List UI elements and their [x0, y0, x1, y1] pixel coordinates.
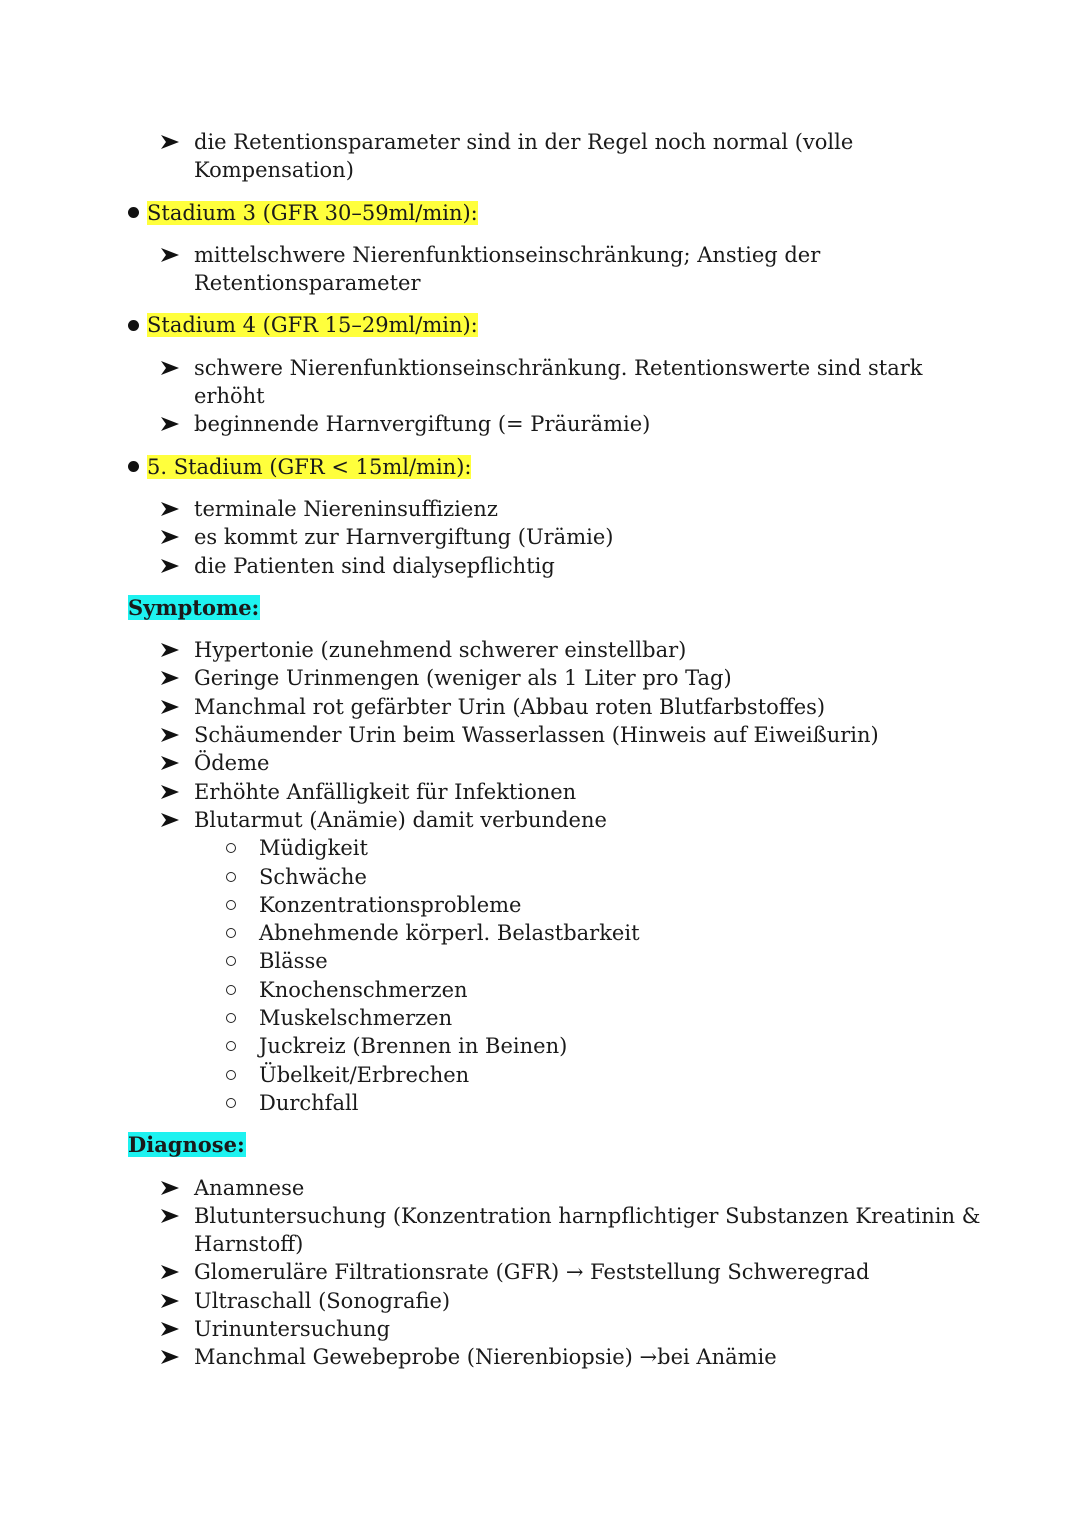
bullet-dot-icon — [128, 199, 139, 227]
circle-bullet-icon — [226, 919, 240, 947]
arrowhead-bullet-icon — [160, 806, 184, 834]
sub-list-item: Knochenschmerzen — [0, 976, 1080, 1004]
sub-list-item: Muskelschmerzen — [0, 1004, 1080, 1032]
circle-bullet-icon — [226, 976, 240, 1004]
stage-heading: Stadium 4 (GFR 15–29ml/min): — [0, 311, 1080, 339]
sub-list-item: Schwäche — [0, 863, 1080, 891]
stage-heading: Stadium 3 (GFR 30–59ml/min): — [0, 199, 1080, 227]
list-item: die Patienten sind dialysepflichtig — [0, 552, 1080, 580]
list-item: Manchmal Gewebeprobe (Nierenbiopsie) →bei Anämie — [0, 1343, 1080, 1371]
list-item: Blutuntersuchung (Konzentration harnpflichtiger Substanzen Kreatinin & — [0, 1202, 1080, 1230]
sub-list-item: Abnehmende körperl. Belastbarkeit — [0, 919, 1080, 947]
list-item: es kommt zur Harnvergiftung (Urämie) — [0, 523, 1080, 551]
list-item: schwere Nierenfunktionseinschränkung. Retentionswerte sind stark — [0, 354, 1080, 382]
list-item-continuation: Retentionsparameter — [194, 271, 421, 296]
section-heading-symptome: Symptome: — [128, 594, 260, 620]
list-item: Anamnese — [0, 1174, 1080, 1202]
sub-list-item: Blässe — [0, 947, 1080, 975]
list-item: Urinuntersuchung — [0, 1315, 1080, 1343]
list-item-continuation: Harnstoff) — [194, 1232, 304, 1257]
arrowhead-bullet-icon — [160, 664, 184, 692]
list-item: terminale Niereninsuffizienz — [0, 495, 1080, 523]
arrowhead-bullet-icon — [160, 128, 184, 156]
arrowhead-bullet-icon — [160, 1343, 184, 1371]
circle-bullet-icon — [226, 1004, 240, 1032]
arrowhead-bullet-icon — [160, 495, 184, 523]
list-item: mittelschwere Nierenfunktionseinschränkung; Anstieg der — [0, 241, 1080, 269]
list-item: Glomeruläre Filtrationsrate (GFR) → Feststellung Schweregrad — [0, 1258, 1080, 1286]
arrowhead-bullet-icon — [160, 721, 184, 749]
list-item: Ödeme — [0, 749, 1080, 777]
sub-list-item: Juckreiz (Brennen in Beinen) — [0, 1032, 1080, 1060]
sub-list-item: Konzentrationsprobleme — [0, 891, 1080, 919]
list-item: Blutarmut (Anämie) damit verbundene — [0, 806, 1080, 834]
circle-bullet-icon — [226, 1032, 240, 1060]
list-item: die Retentionsparameter sind in der Regel noch normal (volle — [0, 128, 1080, 156]
list-item: Erhöhte Anfälligkeit für Infektionen — [0, 778, 1080, 806]
arrowhead-bullet-icon — [160, 778, 184, 806]
arrowhead-bullet-icon — [160, 1315, 184, 1343]
list-item: Manchmal rot gefärbter Urin (Abbau roten Blutfarbstoffes) — [0, 693, 1080, 721]
section-heading-diagnose: Diagnose: — [128, 1132, 245, 1158]
bullet-dot-icon — [128, 453, 139, 481]
arrowhead-bullet-icon — [160, 1202, 184, 1230]
arrowhead-bullet-icon — [160, 1174, 184, 1202]
arrowhead-bullet-icon — [160, 749, 184, 777]
list-item: Schäumender Urin beim Wasserlassen (Hinweis auf Eiweißurin) — [0, 721, 1080, 749]
sub-list-item: Müdigkeit — [0, 834, 1080, 862]
arrowhead-bullet-icon — [160, 636, 184, 664]
circle-bullet-icon — [226, 1061, 240, 1089]
sub-list-item: Übelkeit/Erbrechen — [0, 1061, 1080, 1089]
arrowhead-bullet-icon — [160, 1258, 184, 1286]
list-item-continuation: Kompensation) — [194, 158, 354, 183]
circle-bullet-icon — [226, 863, 240, 891]
stage-heading: 5. Stadium (GFR < 15ml/min): — [0, 453, 1080, 481]
arrowhead-bullet-icon — [160, 354, 184, 382]
list-item: Geringe Urinmengen (weniger als 1 Liter pro Tag) — [0, 664, 1080, 692]
bullet-dot-icon — [128, 311, 139, 339]
arrowhead-bullet-icon — [160, 693, 184, 721]
circle-bullet-icon — [226, 834, 240, 862]
circle-bullet-icon — [226, 891, 240, 919]
arrowhead-bullet-icon — [160, 241, 184, 269]
document-page — [0, 128, 1080, 1372]
list-item-continuation: erhöht — [194, 384, 265, 409]
arrowhead-bullet-icon — [160, 552, 184, 580]
list-item: Hypertonie (zunehmend schwerer einstellbar) — [0, 636, 1080, 664]
arrowhead-bullet-icon — [160, 410, 184, 438]
circle-bullet-icon — [226, 947, 240, 975]
circle-bullet-icon — [226, 1089, 240, 1117]
list-item: beginnende Harnvergiftung (= Präurämie) — [0, 410, 1080, 438]
list-item: Ultraschall (Sonografie) — [0, 1287, 1080, 1315]
sub-list-item: Durchfall — [0, 1089, 1080, 1117]
arrowhead-bullet-icon — [160, 1287, 184, 1315]
arrowhead-bullet-icon — [160, 523, 184, 551]
